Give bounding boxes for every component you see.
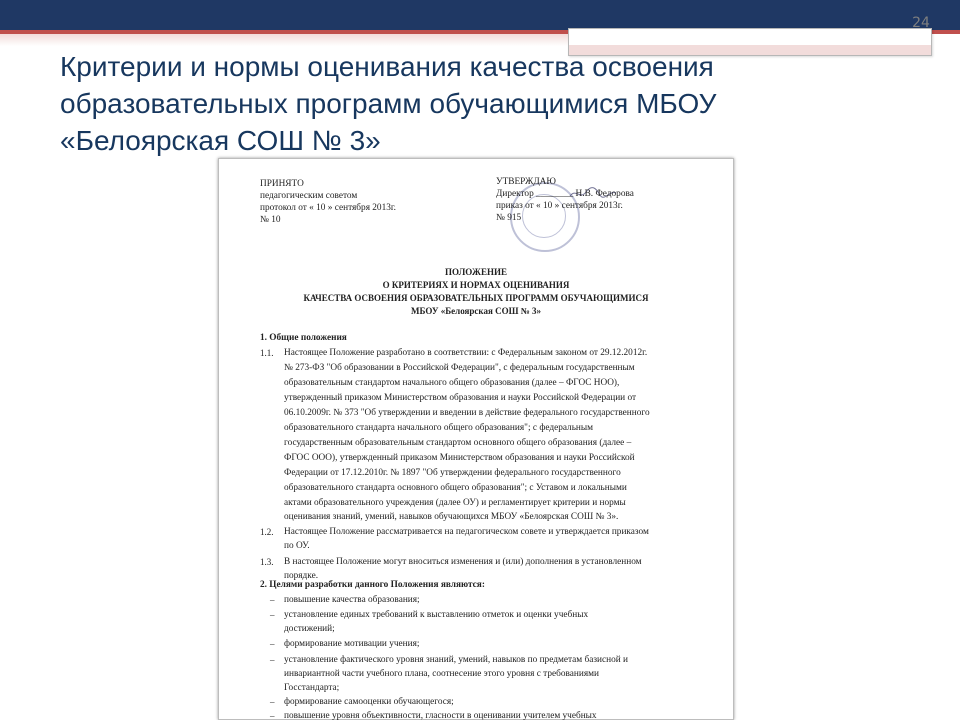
header-band: [0, 0, 960, 30]
clause-number: 1.1.: [260, 348, 274, 358]
list-dash: –: [270, 639, 275, 649]
clause-number: 1.3.: [260, 557, 274, 567]
section-title: 2. Целями разработки данного Положения являются:: [260, 580, 485, 590]
section-title: 1. Общие положения: [260, 333, 347, 343]
clause-line: образовательного стандарта начального общего образования"; с федеральным: [284, 423, 594, 433]
title-line: «Белоярская СОШ № 3»: [60, 125, 381, 156]
clause-line: Настоящее Положение рассматривается на педагогическом совете и утверждается приказом: [284, 527, 649, 537]
clause-line: государственным образовательным стандартом основного общего образования (далее –: [284, 438, 632, 448]
list-item: повышение уровня объективности, гласности в оценивании учителем учебных: [284, 711, 597, 720]
list-item: инвариантной части учебного плана, соотнесение этого уровня с требованиями: [284, 669, 599, 679]
accepted-line: педагогическим советом: [260, 191, 358, 201]
list-item: достижений;: [284, 624, 335, 634]
list-item: формирование самооценки обучающегося;: [284, 697, 454, 707]
doc-heading: О КРИТЕРИЯХ И НОРМАХ ОЦЕНИВАНИЯ: [382, 280, 570, 290]
approved-line: приказ от « 10 » сентября 2013г.: [496, 201, 623, 211]
clause-line: актами образовательного учреждения (далее ОУ) и регламентирует критерии и нормы: [284, 498, 626, 508]
doc-heading: ПОЛОЖЕНИЕ: [445, 267, 507, 277]
clause-line: № 273-ФЗ "Об образовании в Российской Федерации", с федеральным государственным: [284, 363, 635, 373]
slide-number: 24: [912, 15, 930, 31]
accepted-label: ПРИНЯТО: [260, 179, 304, 189]
clause-line: по ОУ.: [284, 541, 310, 551]
list-item: повышение качества образования;: [284, 595, 420, 605]
clause-line: образовательного стандарта основного общего образования"; с Уставом и локальными: [284, 483, 627, 493]
list-dash: –: [270, 610, 275, 620]
clause-line: Настоящее Положение разработано в соответствии: с Федеральным законом от 29.12.2012г.: [284, 348, 648, 358]
clause-line: образовательным стандартом начального общего образования (далее – ФГОС НОО),: [284, 378, 620, 388]
approved-label: УТВЕРЖДАЮ: [496, 177, 556, 187]
list-item: формирование мотивации учения;: [284, 639, 420, 649]
clause-line: оценивания знаний, умений, навыков обучающихся МБОУ «Белоярская СОШ № 3».: [284, 512, 619, 522]
clause-line: 06.10.2009г. № 373 "Об утверждении и введении в действие федерального государственного: [284, 408, 650, 418]
clause-line: ФГОС ООО), утвержденный приказом Министерством образования и науки Российской: [284, 453, 635, 463]
header-shadow: [0, 34, 570, 46]
clause-number: 1.2.: [260, 527, 274, 537]
accepted-line: протокол от « 10 » сентября 2013г.: [260, 203, 396, 213]
list-dash: –: [270, 711, 275, 720]
approved-line: Директор ________ Н.В. Федорова: [496, 189, 634, 199]
scanned-document: [218, 158, 734, 720]
doc-heading: КАЧЕСТВА ОСВОЕНИЯ ОБРАЗОВАТЕЛЬНЫХ ПРОГРАММ ОБУЧАЮЩИМИСЯ: [303, 293, 649, 303]
clause-line: порядке.: [284, 571, 319, 581]
list-item: установление единых требований к выставлению отметок и оценки учебных: [284, 610, 589, 620]
accepted-line: № 10: [260, 215, 281, 225]
approved-line: № 915: [496, 213, 522, 223]
list-dash: –: [270, 697, 275, 707]
title-line: образовательных программ обучающимися МБОУ: [60, 88, 717, 119]
clause-line: В настоящее Положение могут вноситься изменения и (или) дополнения в установленном: [284, 557, 642, 567]
clause-line: утвержденный приказом Министерством образования и науки Российской Федерации от: [284, 393, 637, 403]
title-line: Критерии и нормы оценивания качества освоения: [60, 51, 714, 82]
list-dash: –: [270, 655, 275, 665]
list-dash: –: [270, 595, 275, 605]
doc-heading: МБОУ «Белоярская СОШ № 3»: [410, 306, 542, 316]
clause-line: Федерации от 17.12.2010г. № 1897 "Об утверждении федерального государственного: [284, 468, 621, 478]
list-item: Госстандарта;: [284, 683, 340, 693]
list-item: установление фактического уровня знаний, умений, навыков по предметам базисной и: [284, 655, 628, 665]
slide-title: [60, 48, 880, 159]
